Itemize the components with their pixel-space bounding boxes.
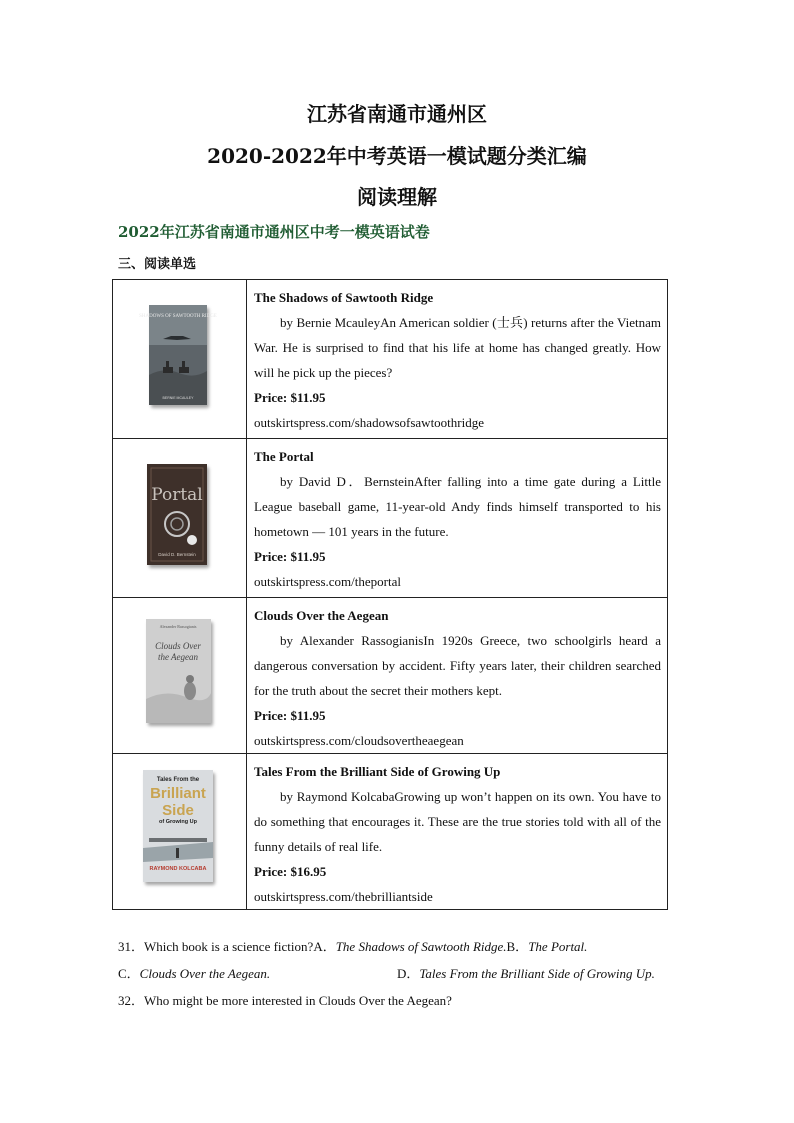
book-price: Price: $11.95 (254, 549, 326, 564)
table-row (113, 280, 668, 439)
cover-title-line: Side (162, 802, 194, 819)
book-url: outskirtspress.com/shadowsofsawtoothridge (254, 415, 485, 430)
cover-art (139, 305, 217, 405)
question-stem: 32．Who might be more interested in Clouds Over the Aegean? (118, 993, 452, 1008)
cover-art (143, 770, 213, 882)
book-title: The Portal (254, 449, 314, 464)
question-32 (118, 991, 452, 1011)
option-d: Tales From the Brilliant Side of Growing Up. (419, 966, 655, 981)
svg-text:the Aegean: the Aegean (157, 652, 199, 662)
book-description: by Bernie McauleyAn American soldier (士兵) returns after the Vietnam War. He is surprised to find that his life at home has changed greatly. How will he pick up the pieces? (254, 315, 661, 380)
question-31-option-d (397, 964, 655, 984)
cover-author-text: BERNIE MCAULEY (162, 396, 194, 400)
cover-title-line: of Growing Up (159, 819, 197, 825)
book-price: Price: $11.95 (254, 390, 326, 405)
book-cover-clouds (146, 619, 211, 723)
book-title: The Shadows of Sawtooth Ridge (254, 290, 434, 305)
book-title: Tales From the Brilliant Side of Growing Up (254, 764, 501, 779)
book-table (112, 279, 668, 910)
doc-title-region: 江苏省南通市通州区 (307, 102, 487, 126)
option-b: The Portal. (528, 939, 588, 954)
cover-author-text: RAYMOND KOLCABA (149, 866, 207, 872)
option-label: A． (313, 939, 336, 954)
question-stem: 31．Which book is a science fiction? (118, 939, 314, 954)
book-description: by Alexander RassogianisIn 1920s Greece, two schoolgirls heard a dangerous conversation by accident. Fifty years later, their children searched for the truth about the secret their mothers kept. (254, 633, 661, 698)
option-c: Clouds Over the Aegean. (139, 966, 271, 981)
book-info-cell (247, 754, 668, 910)
table-row (113, 754, 668, 910)
book-price: Price: $16.95 (254, 864, 327, 879)
book-cover-shadows (139, 305, 217, 405)
book-url: outskirtspress.com/theportal (254, 574, 401, 589)
cover-cell (113, 598, 247, 754)
option-a: The Shadows of Sawtooth Ridge. (335, 939, 507, 954)
book-description: by Raymond KolcabaGrowing up won’t happen on its own. You have to do something that encourages it. These are the true stories told with all of the funny details of real life. (254, 789, 661, 854)
option-label: D． (397, 966, 420, 981)
cover-cell (113, 754, 247, 910)
section-heading: 三、阅读单选 (118, 257, 197, 272)
table-row (113, 439, 668, 598)
cover-title-text: Portal (151, 485, 203, 505)
option-label: C． (118, 966, 140, 981)
book-description: by David D．BernsteinAfter falling into a time gate during a Little League baseball game, 11-year-old Andy finds himself transported to his hometown — 101 years in the future. (254, 474, 661, 539)
cover-author-text: Alexander Rassogianis (159, 624, 197, 629)
cover-art (147, 464, 207, 565)
cover-title-line: Brilliant (150, 785, 206, 802)
cover-title-line: Tales From the (156, 777, 200, 783)
cover-art (146, 619, 211, 723)
book-url: outskirtspress.com/thebrilliantside (254, 889, 433, 904)
book-info-cell (247, 598, 668, 754)
book-info-cell (247, 439, 668, 598)
doc-title-main: 2020-2022年中考英语一模试题分类汇编 (207, 144, 587, 168)
cover-author-text: David D. Bernstein (158, 552, 196, 557)
book-url: outskirtspress.com/cloudsovertheaegean (254, 733, 464, 748)
book-cover-brilliant (143, 770, 213, 882)
cover-title-text: SHADOWS OF SAWTOOTH RIDGE (139, 314, 217, 319)
book-info-cell (247, 280, 668, 439)
svg-text:Clouds Over: Clouds Over (155, 641, 201, 651)
book-title: Clouds Over the Aegean (254, 608, 389, 623)
option-label: B． (506, 939, 529, 954)
book-price: Price: $11.95 (254, 708, 326, 723)
cover-cell (113, 280, 247, 439)
question-31 (118, 937, 587, 957)
book-cover-portal (147, 464, 207, 565)
table-row (113, 598, 668, 754)
cover-cell (113, 439, 247, 598)
exam-subtitle: 2022年江苏省南通市通州区中考一模英语试卷 (118, 223, 430, 241)
question-31-option-c (118, 964, 270, 984)
doc-title-topic: 阅读理解 (357, 185, 437, 209)
